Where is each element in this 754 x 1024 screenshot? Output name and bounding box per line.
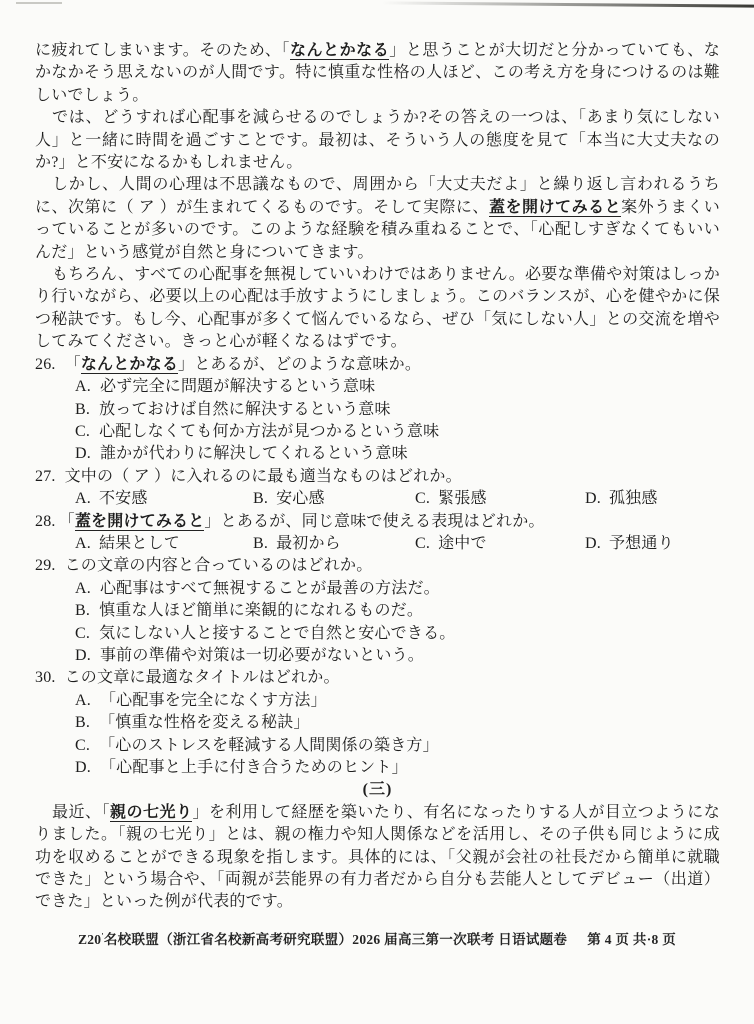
option-26-a: [75, 376, 720, 398]
option-29-b-text: 慎重な人ほど簡単に楽観的になれるものだ。: [99, 602, 424, 620]
question-29-options: [35, 578, 720, 668]
option-27-a-text: 不安感: [98, 490, 148, 508]
option-26-a-text: 必ず完全に問題が解決するという意味: [99, 378, 376, 396]
question-26-stem-post: 」とあるが、どのような意味か。: [178, 355, 422, 373]
option-27-a: [75, 488, 253, 510]
option-29-d-text: 事前の準備や対策は一切必要がないという。: [99, 646, 424, 664]
question-29-stem: この文章の内容と合っているのはどれか。: [64, 557, 373, 575]
option-30-c: [75, 735, 720, 757]
option-26-a-label: A.: [75, 378, 91, 396]
option-26-d-text: 誰かが代わりに解決してくれるという意味: [99, 445, 408, 463]
option-29-b: [75, 600, 720, 622]
option-27-b: [253, 488, 415, 510]
option-26-c-text: 心配しなくても何か方法が見つかるという意味: [99, 422, 440, 440]
scan-artifact-top-right: [382, 1, 754, 7]
question-27-stem: 文中の（ ア ）に入れるのに最も適当なものはどれか。: [64, 467, 462, 485]
question-28-stem-post: 」とあるが、同じ意味で使える表現はどれか。: [204, 512, 545, 530]
question-28-stem-pre: 「: [58, 512, 75, 530]
passage1-paragraph-3: [35, 174, 720, 264]
question-27-head: [35, 466, 720, 488]
option-30-c-label: C.: [75, 736, 91, 754]
option-27-d: [585, 488, 720, 510]
passage1-p3-pre: しかし、人間の心理は不思議なもので、周囲から「大丈夫だよ」と繰り返し言われるうちに、次第に（ ア ）が生まれてくるものです。そして実際に、: [35, 176, 720, 216]
option-28-d-label: D.: [585, 534, 601, 552]
passage1-paragraph-4: もちろん、すべての心配事を無視していいわけではありません。必要な準備や対策はしっかり行いながら、必要以上の心配は手放すようにしましょう。このバランスが、心を健やかに保つ秘訣です。もし今、心配事が多くて悩んでいるなら、ぜひ「気にしない人」との交流を増やしてみてください。きっと心が軽くなるはずです。: [35, 266, 720, 351]
passage1-paragraph-2: では、どうすれば心配事を減らせるのでしょうか?その答えの一つは、「あまり気にしない人」と一緒に時間を過ごすことです。最初は、そういう人の態度を見て「本当に大丈夫なのか?」と不安になるかもしれません。: [35, 109, 720, 172]
option-26-d-label: D.: [75, 445, 91, 463]
section3-p1-post: 」を利用して経歴を築いたり、有名になったりする人が目立つようになりました。「親の七光り」とは、親の権力や知人関係などを活用し、その子供も同じように成功を収めることができる現象を指します。具体的には、「父親が会社の社長だから簡単に就職できた」という場合や、「両親が芸能界の有力者だから自分も芸能人としてデビュー（出道）できた」といった例が代表的です。: [35, 803, 720, 911]
question-28-number: 28.: [35, 512, 56, 530]
option-28-b: [253, 533, 415, 555]
passage1-p1-pre: に疲れてしまいます。そのため、「: [35, 42, 290, 59]
option-28-c: [415, 533, 585, 555]
passage1-p3-post: 案外うまくいっていることが多いのです。このような経験を積み重ねることで、「心配しすぎなくてもいいんだ」という感覚が自然と身についてきます。: [35, 198, 720, 261]
option-29-d-label: D.: [75, 646, 91, 664]
question-30-options: [35, 690, 720, 780]
option-30-a-label: A.: [75, 691, 91, 709]
question-28: [35, 511, 720, 556]
option-30-b-text: 「慎重な性格を変える秘訣」: [99, 714, 310, 732]
question-27-options: [35, 488, 720, 510]
section3-p1-keyword: 親の七光り: [109, 803, 193, 821]
option-29-c-label: C.: [75, 624, 91, 642]
option-29-b-label: B.: [75, 602, 91, 620]
option-29-d: [75, 645, 720, 667]
option-30-c-text: 「心のストレスを軽減する人間関係の築き方」: [99, 736, 439, 754]
page-footer: [0, 928, 754, 948]
option-28-b-text: 最初から: [276, 534, 341, 552]
option-28-d: [585, 533, 720, 555]
question-26-options: [35, 376, 720, 466]
question-28-head: [35, 511, 720, 533]
option-30-a: [75, 690, 720, 712]
option-27-c: [415, 488, 585, 510]
question-28-keyword: 蓋を開けてみると: [74, 512, 205, 530]
option-27-b-text: 安心感: [276, 490, 325, 508]
option-28-d-text: 予想通り: [608, 534, 674, 552]
page-content: [35, 40, 720, 914]
option-27-a-label: A.: [75, 490, 91, 508]
question-26: [35, 354, 720, 466]
option-30-b-label: B.: [75, 714, 91, 732]
question-26-head: [35, 354, 720, 376]
passage1-p3-keyword: 蓋を開けてみると: [488, 198, 622, 216]
option-26-b-label: B.: [75, 400, 91, 418]
option-26-d: [75, 443, 720, 465]
option-27-d-label: D.: [585, 490, 601, 508]
option-26-c: [75, 421, 720, 443]
option-26-c-label: C.: [75, 422, 91, 440]
question-29-number: 29.: [35, 557, 56, 575]
footer-page-info: 第 4 页 共·8 页: [587, 932, 677, 947]
question-30-number: 30.: [35, 669, 56, 687]
section-3-heading: (三): [362, 781, 393, 799]
passage1-p1-keyword: なんとかなる: [289, 42, 390, 59]
question-30: [35, 667, 720, 779]
question-29-head: [35, 555, 720, 577]
option-30-a-text: 「心配事を完全になくす方法」: [99, 691, 327, 709]
question-26-stem-pre: 「: [64, 355, 81, 373]
option-30-b: [75, 712, 720, 734]
question-28-options: [35, 533, 720, 555]
footer-brand: Z20: [77, 932, 102, 947]
question-27-number: 27.: [35, 467, 56, 485]
option-29-c: [75, 623, 720, 645]
question-29: [35, 555, 720, 667]
option-29-a-label: A.: [75, 579, 91, 597]
option-30-d: [75, 757, 720, 779]
option-29-a: [75, 578, 720, 600]
passage1-paragraph-1: [35, 40, 720, 107]
passage1-p1-post: 」と思うことが大切だと分かっていても、なかなかそう思えないのが人間です。特に慎重な性格の人ほど、この考え方を身につけるのは難しいでしょう。: [35, 42, 721, 104]
question-26-number: 26.: [35, 355, 56, 373]
option-30-d-text: 「心配事と上手に付き合うためのヒント」: [99, 759, 408, 776]
option-28-a: [75, 533, 253, 555]
question-30-stem: この文章に最適なタイトルはどれか。: [64, 669, 340, 687]
question-27: [35, 466, 720, 511]
option-28-c-label: C.: [415, 534, 431, 552]
section3-p1-pre: 最近、「: [52, 803, 110, 821]
option-27-c-text: 緊張感: [438, 490, 487, 508]
option-26-b: [75, 399, 720, 421]
option-27-d-text: 孤独感: [608, 490, 658, 508]
section3-paragraph-1: [35, 802, 720, 914]
option-28-c-text: 途中で: [438, 534, 487, 552]
question-26-keyword: なんとかなる: [80, 355, 179, 373]
question-30-head: [35, 667, 720, 689]
option-29-c-text: 気にしない人と接することで自然と安心できる。: [99, 624, 456, 642]
scan-artifact-top-left: [16, 2, 62, 4]
option-28-a-label: A.: [75, 534, 91, 552]
option-26-b-text: 放っておけば自然に解決するという意味: [99, 400, 391, 418]
option-29-a-text: 心配事はすべて無視することが最善の方法だ。: [99, 579, 440, 597]
option-27-b-label: B.: [253, 490, 269, 508]
option-30-d-label: D.: [75, 759, 91, 776]
option-28-b-label: B.: [253, 534, 269, 552]
question-28-stem: [59, 511, 720, 533]
footer-text: 名校联盟（浙江省名校新高考研究联盟）2026 届高三第一次联考 日语试题卷: [103, 932, 568, 947]
option-28-a-text: 結果として: [98, 534, 180, 552]
option-27-c-label: C.: [415, 490, 431, 508]
question-26-stem: [65, 354, 720, 376]
footer-brand-mark: ': [101, 931, 104, 941]
